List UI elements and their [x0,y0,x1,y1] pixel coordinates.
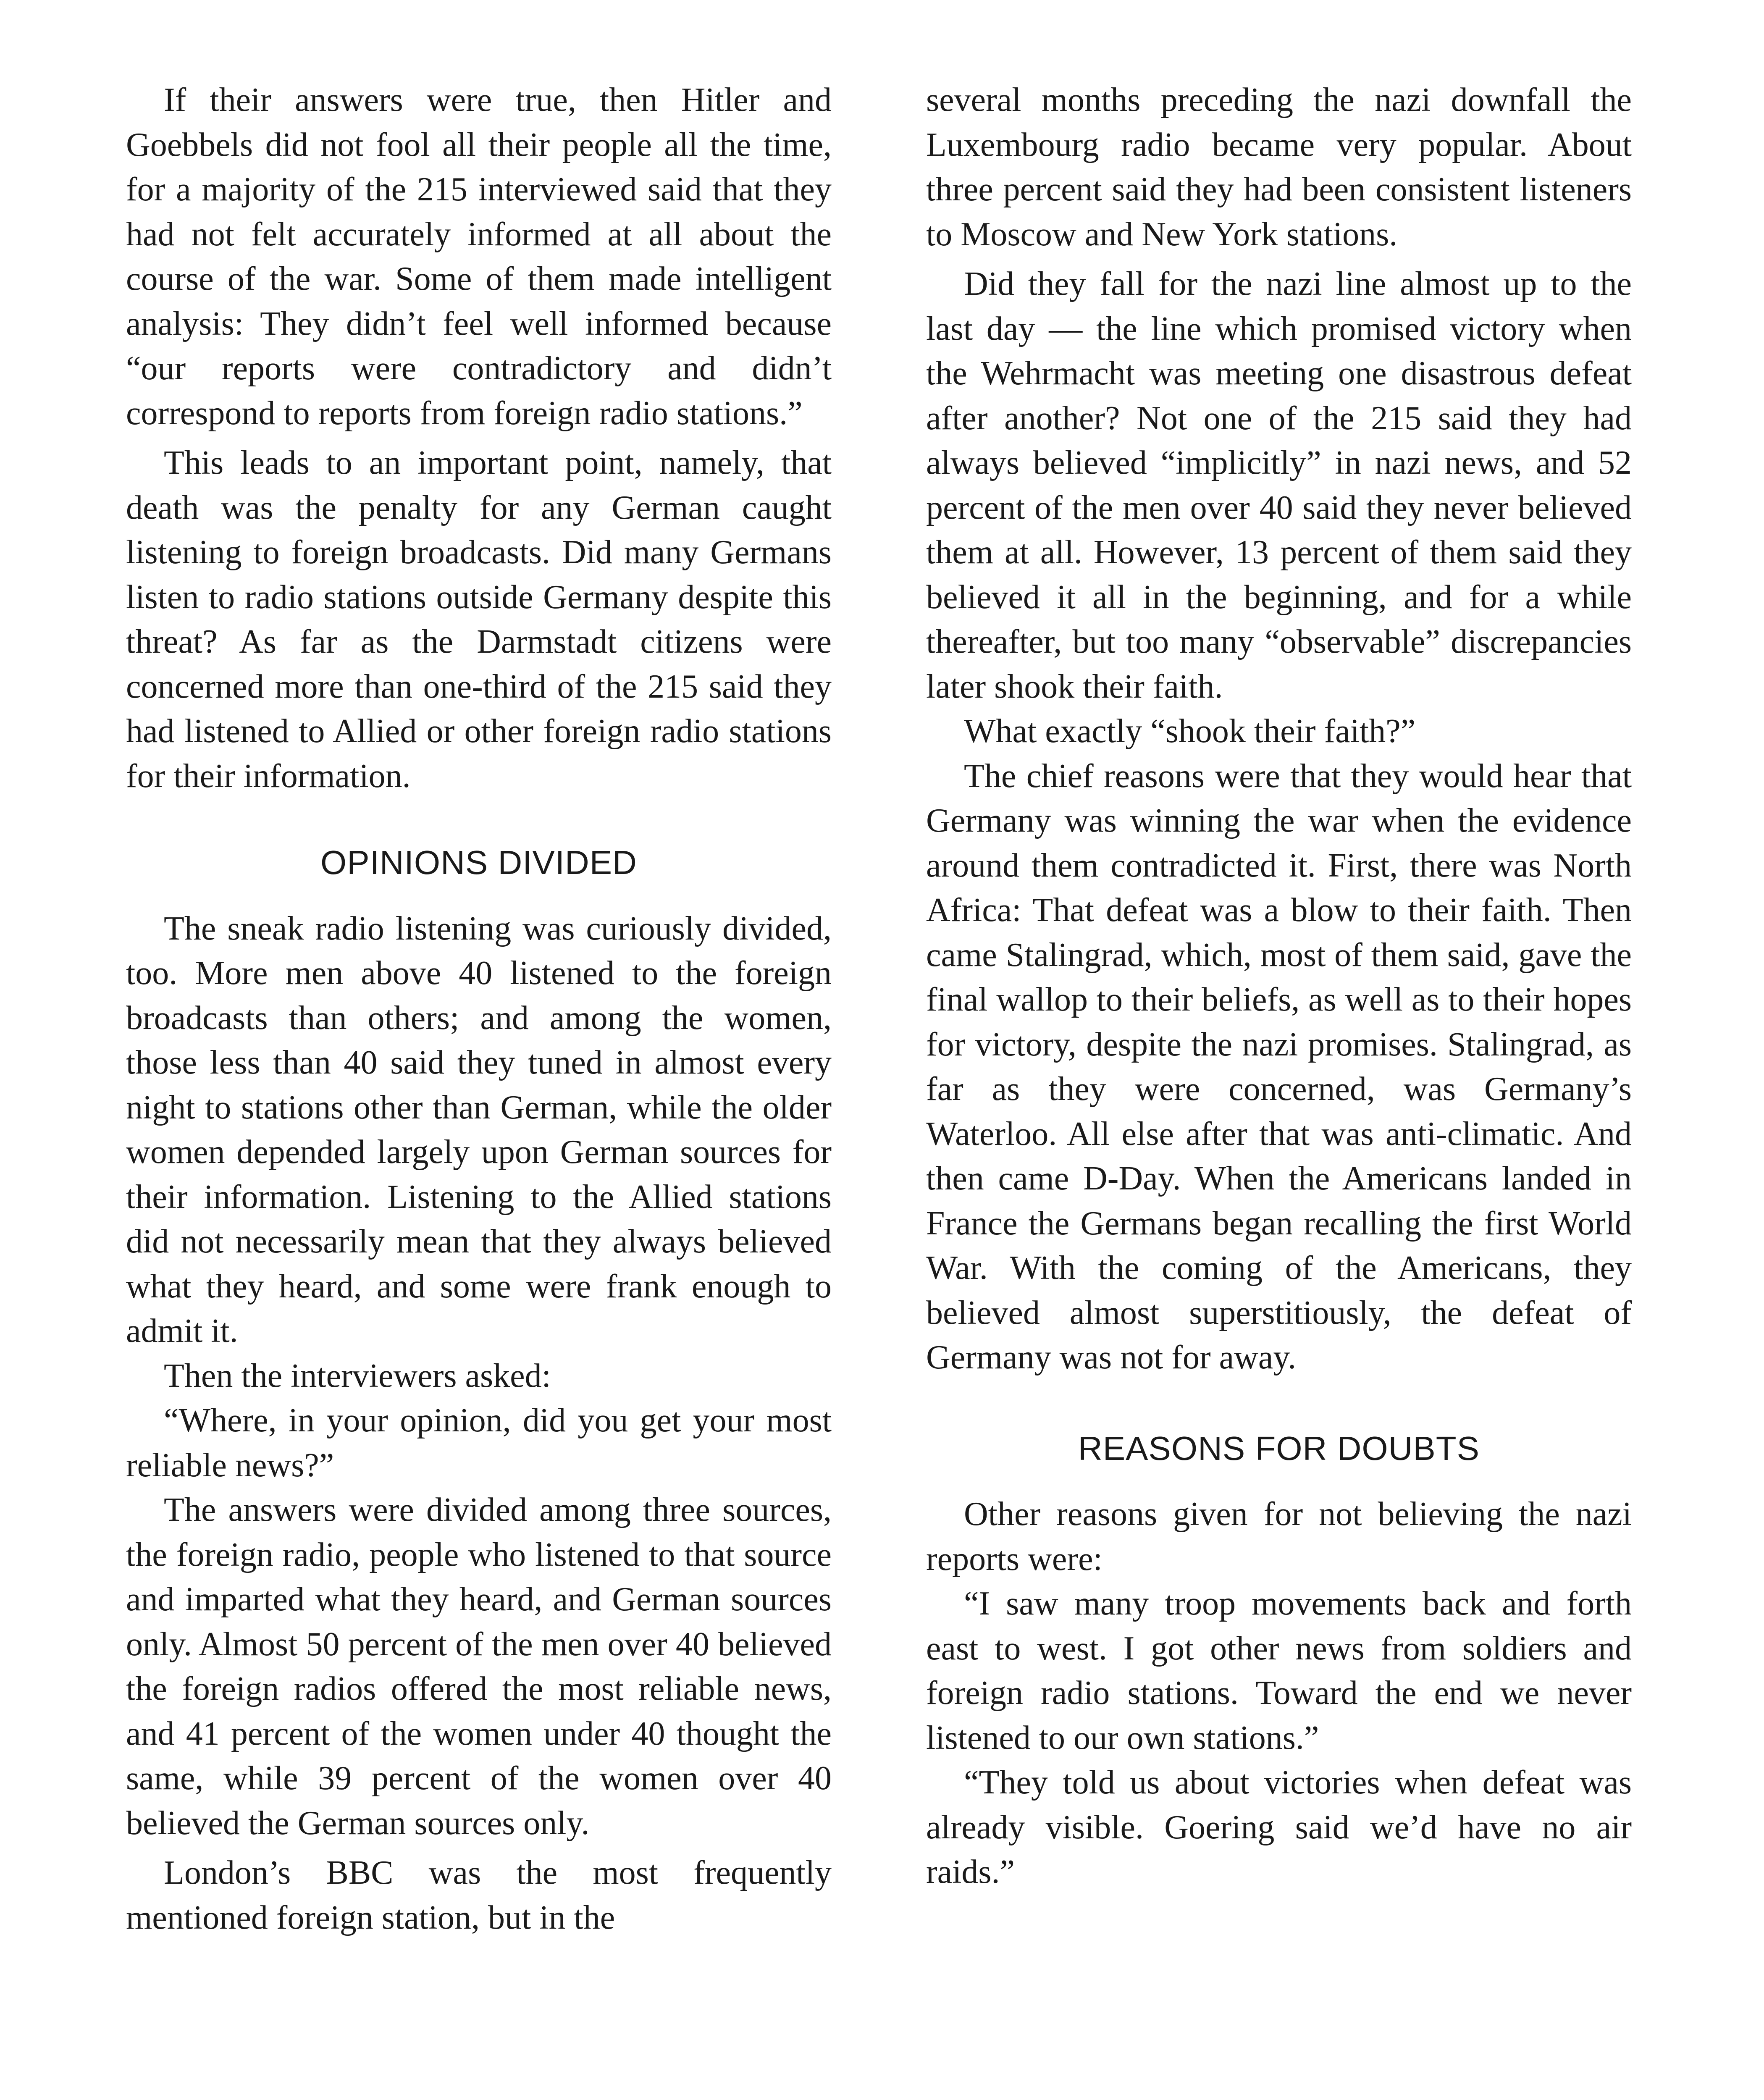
paragraph: Did they fall for the nazi line almost up to the last day — the line which promised victory when the Wehrmacht was meeting one disastrous defeat after another? Not one of the 215 said they had always believed “implicitly” in nazi news, and 52 percent of the men over 40 said they never believed them at all. However, 13 percent of them said they believed it all in the beginning, and for a while thereafter, but too many “observable” discrepancies later shook their faith. [926,265,1632,705]
paragraph: If their answers were true, then Hitler and Goebbels did not fool all their people all the time, for a majority of the 215 interviewed said that they had not felt accurately informed at all about the course of the war. Some of them made intelligent analysis: They didn’t feel well informed because “our reports were contradictory and didn’t correspond to reports from foreign radio stations.” [126,81,832,432]
left-column [126,78,832,1940]
paragraph: The chief reasons were that they would hear that Germany was winning the war when the evidence around them contradicted it. First, there was North Africa: That defeat was a blow to their faith. Then came Stalingrad, which, most of them said, gave the final wallop to their beliefs, as well as to their hopes for victory, despite the nazi promises. Stalingrad, as far as they were concerned, was Germany’s Waterloo. All else after that was anti-climatic. And then came D-Day. When the Americans landed in France the Germans began recalling the first World War. With the coming of the Americans, they believed almost superstitiously, the defeat of Germany was not for away. [926,757,1632,1376]
right-column [926,78,1632,1895]
paragraph: Then the interviewers asked: [164,1357,551,1394]
section-heading-reasons-for-doubts: REASONS FOR DOUBTS [1078,1429,1480,1467]
paragraph: What exactly “shook their faith?” [964,713,1416,750]
paragraph: Other reasons given for not believing the nazi reports were: [926,1496,1632,1578]
paragraph: “They told us about victories when defeat was already visible. Goering said we’d have no air raids.” [926,1764,1632,1890]
paragraph: “Where, in your opinion, did you get your most reliable news?” [126,1402,832,1484]
paragraph: London’s BBC was the most frequently mentioned foreign station, but in the [126,1854,832,1936]
paragraph: “I saw many troop movements back and forth east to west. I got other news from soldiers and foreign radio stations. Toward the end we never listened to our own stations.” [926,1585,1632,1756]
paragraph: This leads to an important point, namely, that death was the penalty for any German caught listening to foreign broadcasts. Did many Germans listen to radio stations outside Germany despite this threat? As far as the Darmstadt citizens were concerned more than one-third of the 215 said they had listened to Allied or other foreign radio stations for their information. [126,444,832,795]
paragraph: The answers were divided among three sources, the foreign radio, people who listened to that source and imparted what they heard, and German sources only. Almost 50 percent of the men over 40 believed the foreign radios offered the most reliable news, and 41 percent of the women under 40 thought the same, while 39 percent of the women over 40 believed the German sources only. [126,1491,832,1842]
paragraph: The sneak radio listening was curiously divided, too. More men above 40 listened to the foreign broadcasts than others; and among the women, those less than 40 said they tuned in almost every night to stations other than German, while the older women depended largely upon German sources for their information. Listening to the Allied stations did not necessarily mean that they always believed what they heard, and some were frank enough to admit it. [126,910,832,1349]
paragraph: several months preceding the nazi downfall the Luxembourg radio became very popular. About three percent said they had been consistent listeners to Moscow and New York stations. [926,81,1632,253]
section-heading-opinions-divided: OPINIONS DIVIDED [320,844,637,881]
